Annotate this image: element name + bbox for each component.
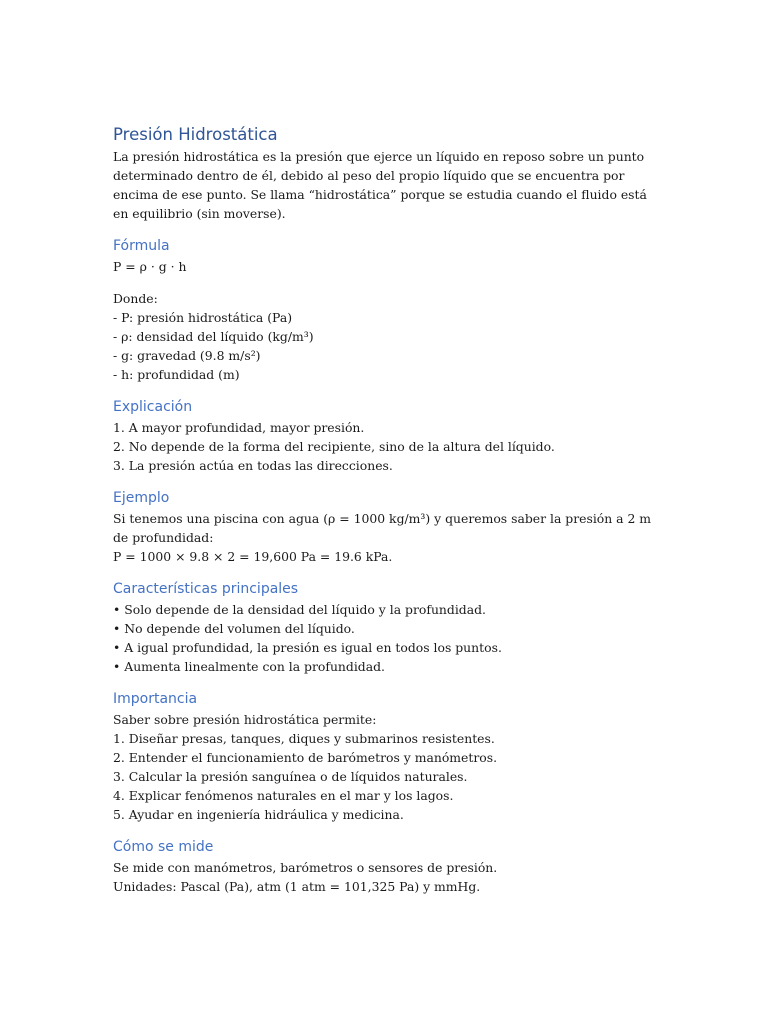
list-item: 2. No depende de la forma del recipiente, sino de la altura del líquido. bbox=[113, 439, 555, 454]
formula-terms-list bbox=[113, 308, 658, 384]
formula-where-label: Donde: bbox=[113, 291, 158, 306]
intro-paragraph: La presión hidrostática es la presión que ejerce un líquido en reposo sobre un punto determinado dentro de él, debido al peso del propio líquido que se encuentra por encima de ese punto. Se llama “hidrostática” porque se estudia cuando el fluido está en equilibrio (sin moverse). bbox=[113, 149, 647, 221]
list-item: - ρ: densidad del líquido (kg/m³) bbox=[113, 329, 314, 344]
list-item: - h: profundidad (m) bbox=[113, 367, 240, 382]
example-statement: Si tenemos una piscina con agua (ρ = 1000 kg/m³) y queremos saber la presión a 2 m de profundidad: bbox=[113, 511, 652, 545]
importance-list bbox=[113, 729, 658, 824]
list-item: • Aumenta linealmente con la profundidad. bbox=[113, 659, 385, 674]
section-heading-explanation: Explicación bbox=[113, 399, 193, 415]
features-list bbox=[113, 600, 658, 676]
section-heading-example: Ejemplo bbox=[113, 490, 170, 506]
list-item: • Solo depende de la densidad del líquido y la profundidad. bbox=[113, 602, 486, 617]
measurement-line: Unidades: Pascal (Pa), atm (1 atm = 101,325 Pa) y mmHg. bbox=[113, 879, 481, 894]
list-item: - P: presión hidrostática (Pa) bbox=[113, 310, 293, 325]
list-item: 4. Explicar fenómenos naturales en el mar y los lagos. bbox=[113, 788, 454, 803]
list-item: - g: gravedad (9.8 m/s²) bbox=[113, 348, 261, 363]
list-item: • No depende del volumen del líquido. bbox=[113, 621, 355, 636]
explanation-list bbox=[113, 418, 658, 475]
list-item: 2. Entender el funcionamiento de barómetros y manómetros. bbox=[113, 750, 498, 765]
list-item: 5. Ayudar en ingeniería hidráulica y medicina. bbox=[113, 807, 404, 822]
importance-lead: Saber sobre presión hidrostática permite: bbox=[113, 712, 377, 727]
spacer bbox=[113, 276, 658, 289]
example-calculation: P = 1000 × 9.8 × 2 = 19,600 Pa = 19.6 kPa. bbox=[113, 549, 393, 564]
page-title: Presión Hidrostática bbox=[113, 125, 278, 144]
measurement-line: Se mide con manómetros, barómetros o sensores de presión. bbox=[113, 860, 498, 875]
list-item: 3. Calcular la presión sanguínea o de líquidos naturales. bbox=[113, 769, 468, 784]
document-page bbox=[113, 124, 658, 896]
section-heading-formula: Fórmula bbox=[113, 238, 170, 254]
section-heading-measurement: Cómo se mide bbox=[113, 839, 214, 855]
list-item: 1. A mayor profundidad, mayor presión. bbox=[113, 420, 365, 435]
section-heading-features: Características principales bbox=[113, 581, 299, 597]
list-item: 1. Diseñar presas, tanques, diques y submarinos resistentes. bbox=[113, 731, 495, 746]
formula-expression: P = ρ · g · h bbox=[113, 259, 187, 274]
section-heading-importance: Importancia bbox=[113, 691, 198, 707]
list-item: • A igual profundidad, la presión es igual en todos los puntos. bbox=[113, 640, 502, 655]
list-item: 3. La presión actúa en todas las direcciones. bbox=[113, 458, 393, 473]
